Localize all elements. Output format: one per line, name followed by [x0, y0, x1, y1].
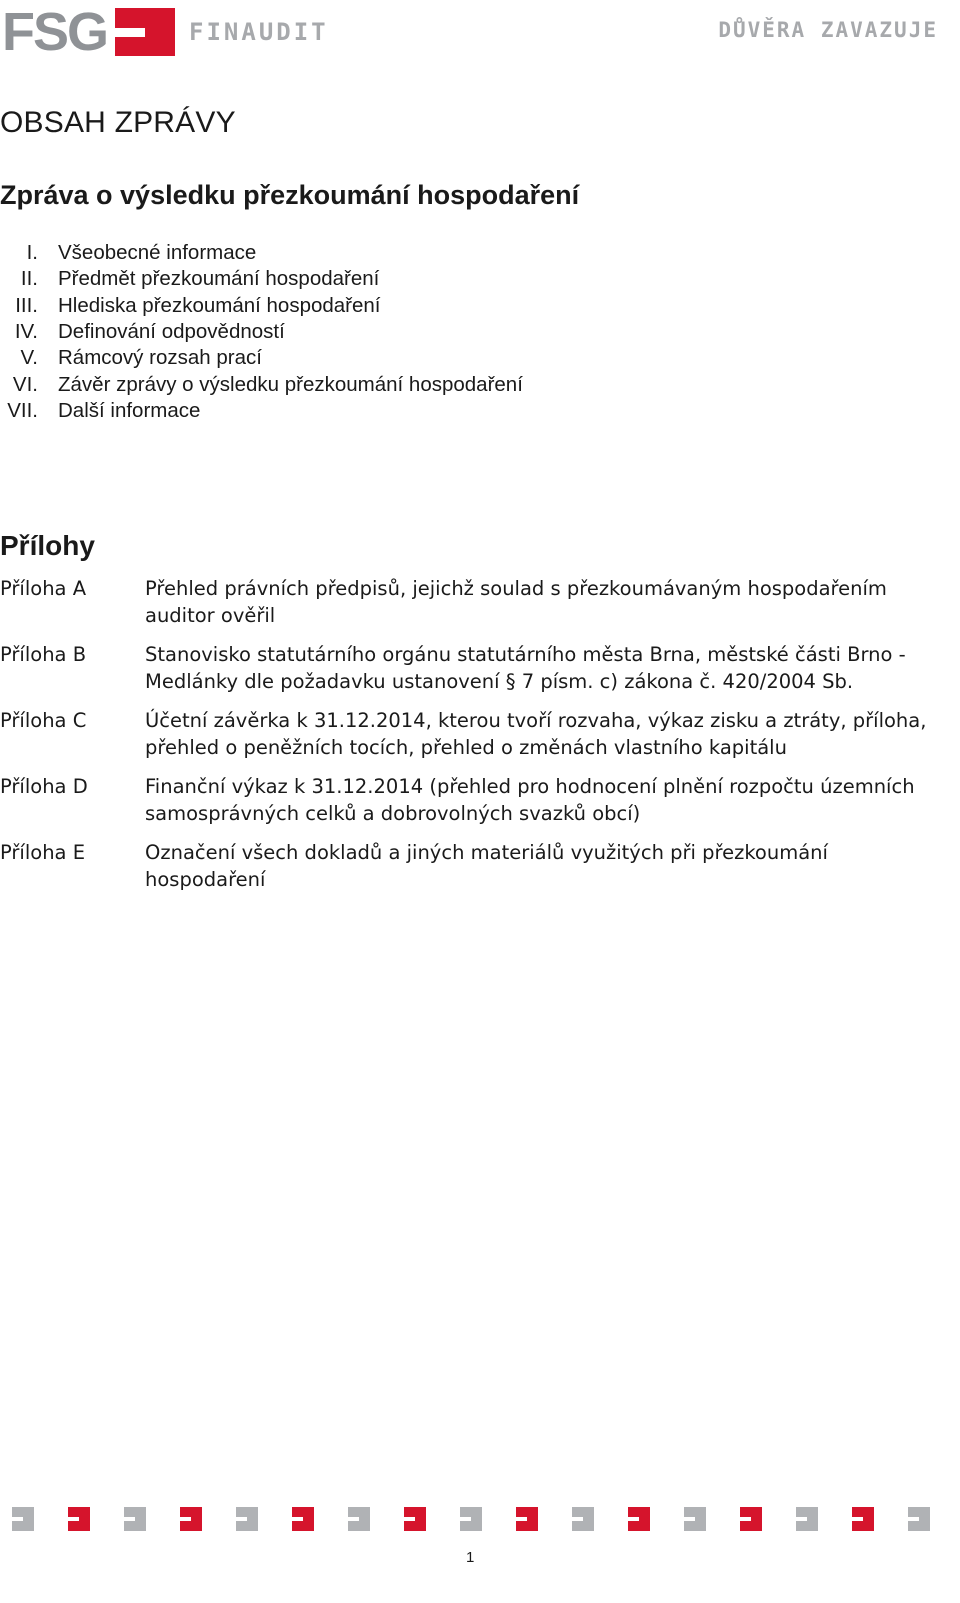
footer-mark-icon: [628, 1507, 650, 1531]
toc-item-number: VI.: [12, 372, 38, 396]
logo-fsg-text: FSG: [2, 2, 108, 62]
footer-mark-icon: [236, 1507, 258, 1531]
toc-item-text: Předmět přezkoumání hospodaření: [58, 267, 380, 291]
footer-mark-icon: [908, 1507, 930, 1531]
table-of-contents: [0, 240, 700, 424]
footer-mark-icon: [180, 1507, 202, 1531]
toc-item: [0, 345, 700, 371]
footer-mark-icon: [740, 1507, 762, 1531]
attachment-label: Příloha A: [0, 577, 87, 600]
attachment-label: Příloha B: [0, 643, 87, 666]
attachment-label: Příloha D: [0, 775, 88, 798]
fsg-finaudit-logo: [2, 2, 329, 62]
toc-item-text: Definování odpovědností: [58, 320, 285, 344]
attachments-heading: Přílohy: [0, 530, 95, 561]
footer-mark-icon: [516, 1507, 538, 1531]
toc-item-text: Závěr zprávy o výsledku přezkoumání hospodaření: [58, 372, 523, 396]
toc-item-number: I.: [26, 241, 38, 265]
attachment-item: [0, 575, 960, 629]
page-title: OBSAH ZPRÁVY: [0, 106, 236, 139]
logo-mark-icon: [115, 8, 175, 56]
footer-mark-icon: [572, 1507, 594, 1531]
attachment-label: Příloha E: [0, 841, 86, 864]
toc-item: [0, 398, 700, 424]
attachment-description: Označení všech dokladů a jiných materiálů využitých při přezkoumání hospodaření: [145, 841, 828, 891]
toc-item: [0, 371, 700, 397]
footer-mark-icon: [796, 1507, 818, 1531]
footer-mark-icon: [852, 1507, 874, 1531]
footer-mark-icon: [68, 1507, 90, 1531]
toc-item-text: Rámcový rozsah prací: [58, 346, 262, 370]
attachment-description: Finanční výkaz k 31.12.2014 (přehled pro hodnocení plnění rozpočtu územních samosprávných celků a dobrovolných svazků obcí): [145, 775, 915, 825]
attachment-label: Příloha C: [0, 709, 87, 732]
footer-mark-icon: [124, 1507, 146, 1531]
page-number: 1: [466, 1549, 475, 1566]
footer-mark-icon: [12, 1507, 34, 1531]
toc-item-text: Další informace: [58, 398, 201, 422]
toc-item: [0, 293, 700, 319]
attachment-item: [0, 707, 960, 761]
footer-mark-icon: [348, 1507, 370, 1531]
toc-item: [0, 266, 700, 292]
attachment-item: [0, 773, 960, 827]
toc-item-number: V.: [20, 346, 38, 370]
footer-mark-icon: [684, 1507, 706, 1531]
tagline: DŮVĚRA ZAVAZUJE: [718, 18, 938, 42]
attachment-item: [0, 641, 960, 695]
toc-item: [0, 319, 700, 345]
attachment-description: Účetní závěrka k 31.12.2014, kterou tvoří rozvaha, výkaz zisku a ztráty, příloha, přehled o peněžních tocích, přehled o změnách vlastního kapitálu: [145, 709, 927, 759]
toc-item-text: Všeobecné informace: [58, 241, 257, 265]
attachment-item: [0, 839, 960, 893]
report-subtitle: Zpráva o výsledku přezkoumání hospodaření: [0, 180, 580, 210]
decorative-footer-strip: [12, 1505, 948, 1535]
footer-mark-icon: [460, 1507, 482, 1531]
toc-item-number: VII.: [7, 398, 38, 422]
toc-item-text: Hlediska přezkoumání hospodaření: [58, 293, 381, 317]
toc-item: [0, 240, 700, 266]
page-header: [0, 0, 960, 70]
attachments-list: [0, 575, 960, 905]
footer-mark-icon: [292, 1507, 314, 1531]
toc-item-number: IV.: [14, 320, 38, 344]
toc-item-number: II.: [20, 267, 38, 291]
toc-item-number: III.: [15, 293, 38, 317]
logo-finaudit-text: FINAUDIT: [189, 18, 329, 46]
footer-mark-icon: [404, 1507, 426, 1531]
attachment-description: Přehled právních předpisů, jejichž soulad s přezkoumávaným hospodařením auditor ověřil: [145, 577, 887, 627]
attachment-description: Stanovisko statutárního orgánu statutárního města Brna, městské části Brno - Medlánky dle požadavku ustanovení § 7 písm. c) zákona č. 420/2004 Sb.: [145, 643, 906, 693]
